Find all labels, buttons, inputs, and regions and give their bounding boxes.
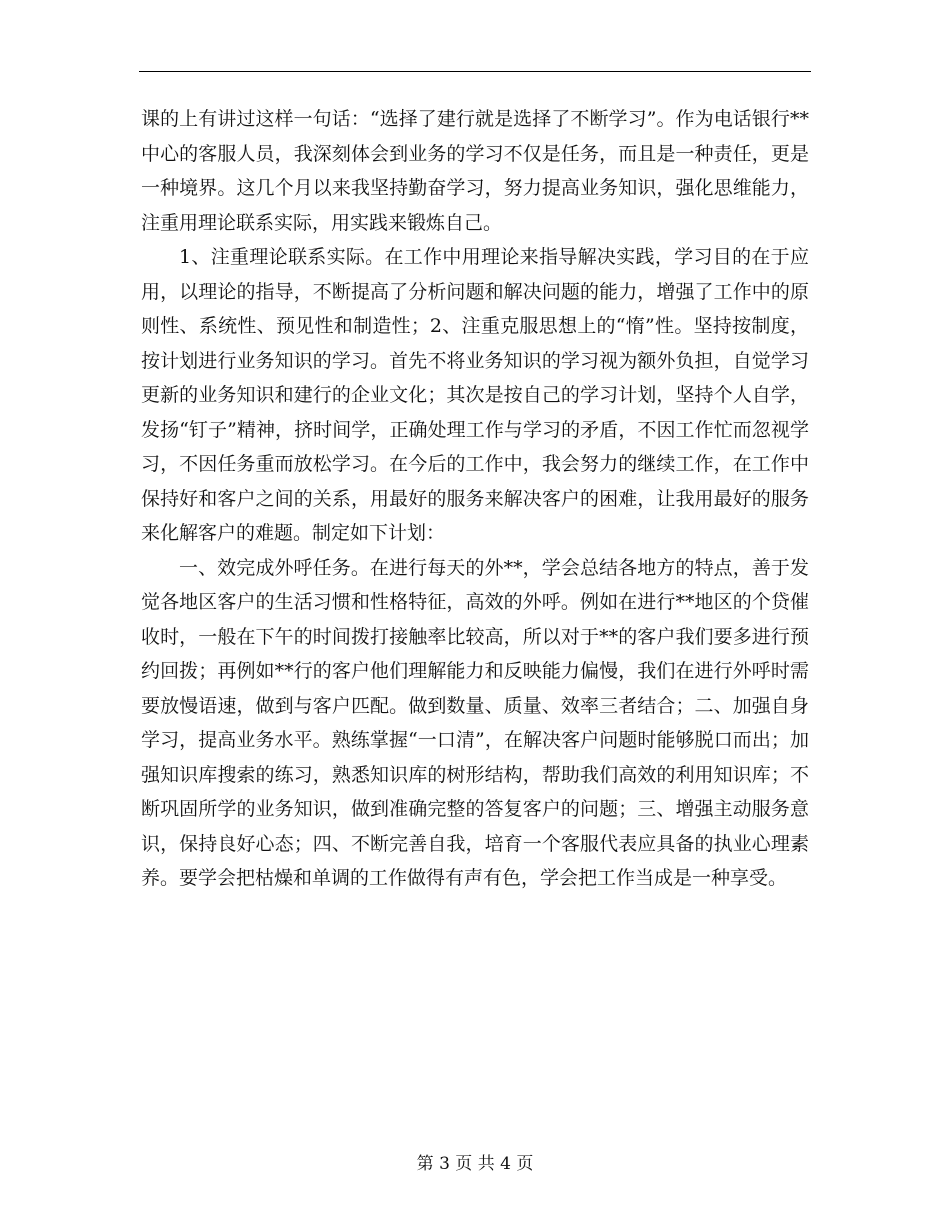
paragraph-3: 一、效完成外呼任务。在进行每天的外**，学会总结各地方的特点，善于发觉各地区客户的生活习惯和性格特征，高效的外呼。例如在进行**地区的个贷催收时，一般在下午的时间拨打接触率比较高，所以对于**的客户我们要多进行预约回拨；再例如**行的客户他们理解能力和反映能力偏慢，我们在进行外呼时需要放慢语速，做到与客户匹配。做到数量、质量、效率三者结合；二、加强自身学习，提高业务水平。熟练掌握“一口清”，在解决客户问题时能够脱口而出；加强知识库搜索的练习，熟悉知识库的树形结构，帮助我们高效的利用知识库；不断巩固所学的业务知识，做到准确完整的答复客户的问题；三、增强主动服务意识，保持良好心态；四、不断完善自我，培育一个客服代表应具备的执业心理素养。要学会把枯燥和单调的工作做得有声有色，学会把工作当成是一种享受。 [141, 556, 809, 889]
paragraph-1: 课的上有讲过这样一句话：“选择了建行就是选择了不断学习”。作为电话银行**中心的客服人员，我深刻体会到业务的学习不仅是任务，而且是一种责任，更是一种境界。这几个月以来我坚持勤奋学习，努力提高业务知识，强化思维能力，注重用理论联系实际，用实践来锻炼自己。 [141, 108, 809, 234]
page-footer: 第 3 页 共 4 页 [416, 1154, 534, 1174]
document-body [141, 102, 809, 896]
header-rule [139, 71, 811, 72]
paragraph-2: 1、注重理论联系实际。在工作中用理论来指导解决实践，学习目的在于应用，以理论的指导，不断提高了分析问题和解决问题的能力，增强了工作中的原则性、系统性、预见性和制造性；2、注重克服思想上的“惰”性。坚持按制度，按计划进行业务知识的学习。首先不将业务知识的学习视为额外负担，自觉学习更新的业务知识和建行的企业文化；其次是按自己的学习计划，坚持个人自学，发扬“钉子”精神，挤时间学，正确处理工作与学习的矛盾，不因工作忙而忽视学习，不因任务重而放松学习。在今后的工作中，我会努力的继续工作，在工作中保持好和客户之间的关系，用最好的服务来解决客户的困难，让我用最好的服务来化解客户的难题。制定如下计划： [141, 246, 809, 544]
